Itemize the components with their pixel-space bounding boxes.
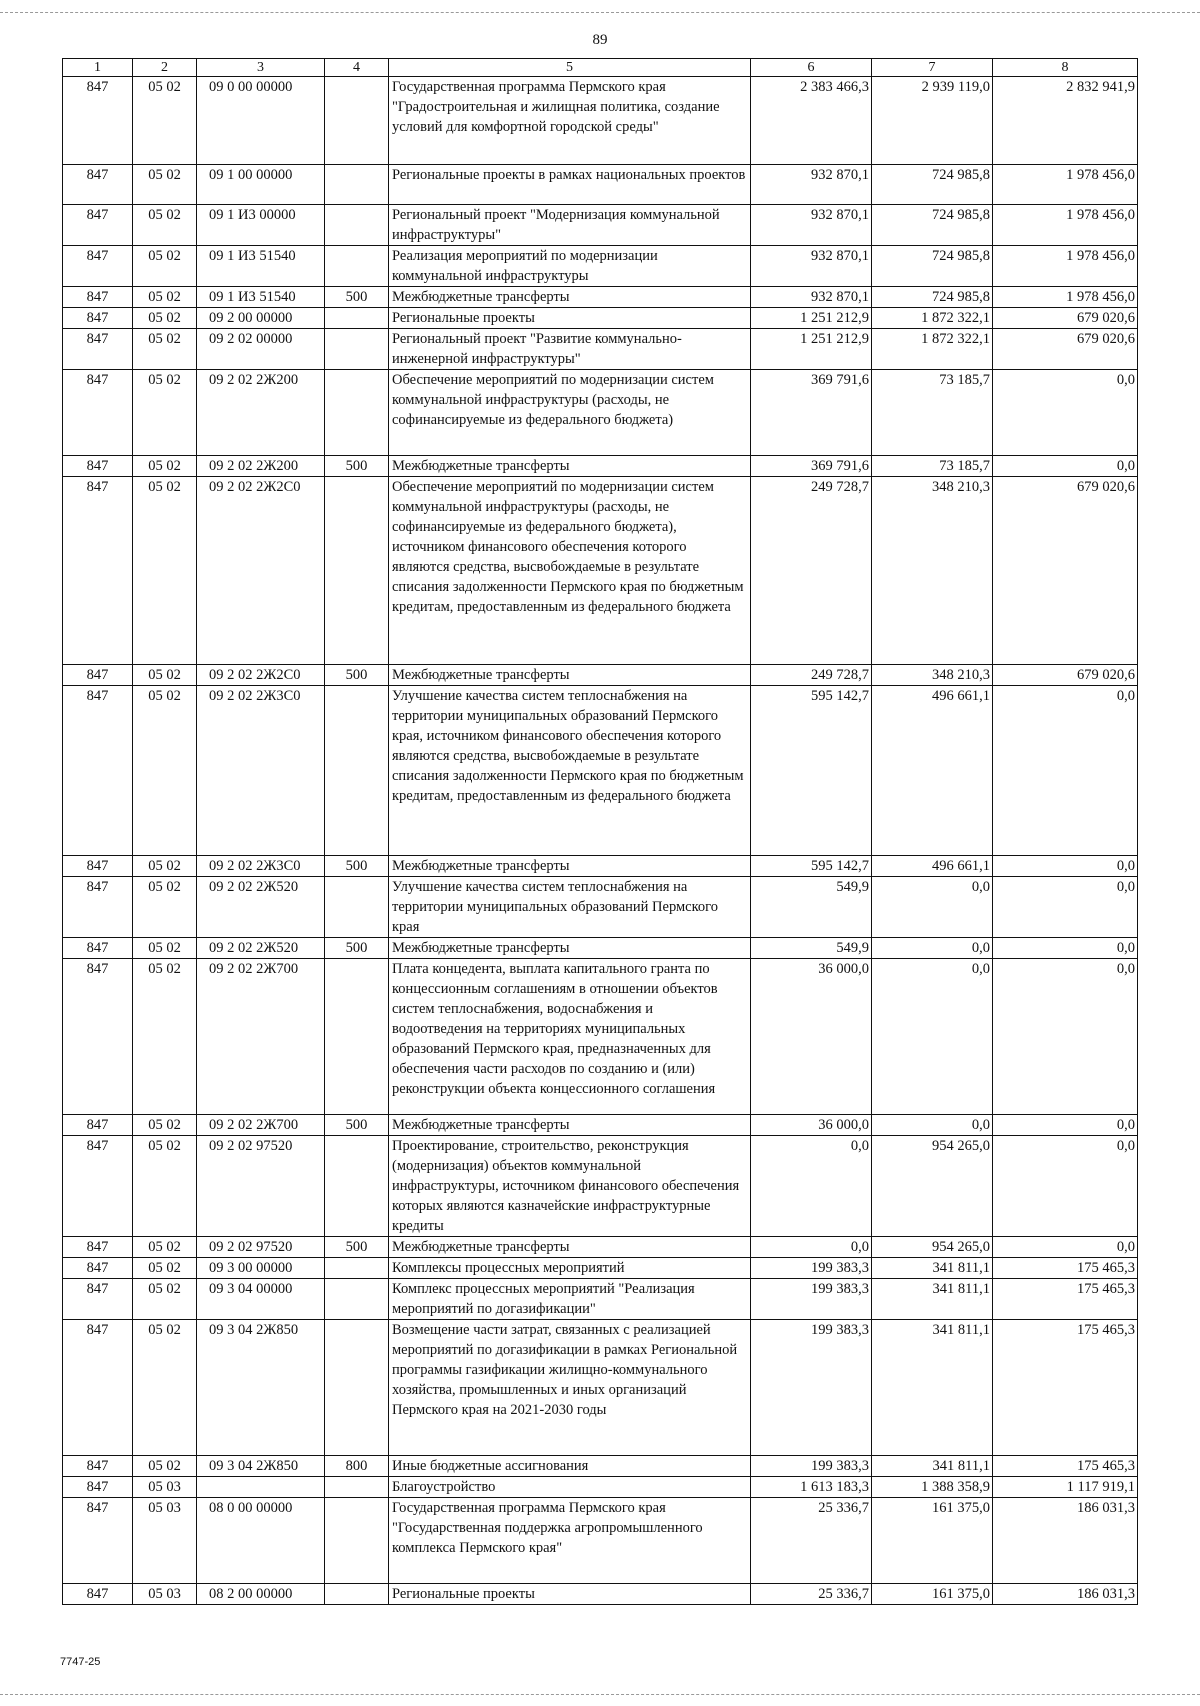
budget-table-body — [63, 59, 1138, 1605]
item-name: Реализация мероприятий по модернизации коммунальной инфраструктуры — [389, 246, 751, 287]
section-code: 05 02 — [133, 1237, 197, 1258]
expense-type-code — [325, 877, 389, 938]
table-row — [63, 938, 1138, 959]
target-article-code: 09 2 02 2Ж3С0 — [197, 856, 325, 877]
target-article-code: 09 2 02 2Ж700 — [197, 959, 325, 1115]
item-name: Обеспечение мероприятий по модернизации систем коммунальной инфраструктуры (расходы, не софинансируемые из федерального бюджета) — [389, 370, 751, 456]
amount-col-7: 724 985,8 — [872, 246, 993, 287]
amount-col-8: 0,0 — [993, 938, 1138, 959]
section-code: 05 02 — [133, 1115, 197, 1136]
amount-col-6: 36 000,0 — [751, 1115, 872, 1136]
amount-col-7: 341 811,1 — [872, 1320, 993, 1456]
target-article-code: 08 2 00 00000 — [197, 1584, 325, 1605]
amount-col-6: 25 336,7 — [751, 1498, 872, 1584]
item-name: Региональный проект "Модернизация коммунальной инфраструктуры" — [389, 205, 751, 246]
scan-edge-bottom — [0, 1694, 1200, 1695]
item-name: Межбюджетные трансферты — [389, 665, 751, 686]
expense-type-code — [325, 959, 389, 1115]
amount-col-6: 549,9 — [751, 938, 872, 959]
ministry-code: 847 — [63, 165, 133, 205]
section-code: 05 02 — [133, 77, 197, 165]
target-article-code: 09 2 02 2Ж200 — [197, 370, 325, 456]
table-header-row — [63, 59, 1138, 77]
amount-col-7: 954 265,0 — [872, 1136, 993, 1237]
ministry-code: 847 — [63, 1477, 133, 1498]
target-article-code: 09 2 02 2Ж2С0 — [197, 665, 325, 686]
ministry-code: 847 — [63, 959, 133, 1115]
item-name: Региональный проект "Развитие коммунально-инженерной инфраструктуры" — [389, 329, 751, 370]
expense-type-code — [325, 77, 389, 165]
amount-col-8: 0,0 — [993, 1136, 1138, 1237]
ministry-code: 847 — [63, 1584, 133, 1605]
target-article-code: 09 3 04 00000 — [197, 1279, 325, 1320]
amount-col-8: 2 832 941,9 — [993, 77, 1138, 165]
amount-col-7: 348 210,3 — [872, 665, 993, 686]
ministry-code: 847 — [63, 1320, 133, 1456]
column-header: 3 — [197, 59, 325, 77]
target-article-code: 09 2 02 2Ж2С0 — [197, 477, 325, 665]
amount-col-8: 1 978 456,0 — [993, 287, 1138, 308]
amount-col-8: 0,0 — [993, 959, 1138, 1115]
amount-col-7: 341 811,1 — [872, 1258, 993, 1279]
amount-col-7: 1 388 358,9 — [872, 1477, 993, 1498]
section-code: 05 02 — [133, 1456, 197, 1477]
expense-type-code — [325, 1477, 389, 1498]
amount-col-7: 161 375,0 — [872, 1584, 993, 1605]
ministry-code: 847 — [63, 1498, 133, 1584]
section-code: 05 02 — [133, 1136, 197, 1237]
section-code: 05 02 — [133, 1320, 197, 1456]
amount-col-8: 0,0 — [993, 877, 1138, 938]
ministry-code: 847 — [63, 246, 133, 287]
item-name: Улучшение качества систем теплоснабжения на территории муниципальных образований Пермского края, источником финансового обеспечения которого являются средства, высвобождаемые в результате списания задолженности Пермского края по бюджетным кредитам, предоставленным из федерального бюджета — [389, 686, 751, 856]
ministry-code: 847 — [63, 686, 133, 856]
amount-col-6: 932 870,1 — [751, 165, 872, 205]
expense-type-code — [325, 1258, 389, 1279]
expense-type-code — [325, 165, 389, 205]
amount-col-7: 1 872 322,1 — [872, 329, 993, 370]
amount-col-6: 549,9 — [751, 877, 872, 938]
amount-col-8: 1 978 456,0 — [993, 246, 1138, 287]
expense-type-code: 500 — [325, 938, 389, 959]
expense-type-code — [325, 1320, 389, 1456]
target-article-code: 09 1 И3 00000 — [197, 205, 325, 246]
ministry-code: 847 — [63, 938, 133, 959]
amount-col-7: 0,0 — [872, 1115, 993, 1136]
item-name: Государственная программа Пермского края "Государственная поддержка агропромышленного комплекса Пермского края" — [389, 1498, 751, 1584]
ministry-code: 847 — [63, 1136, 133, 1237]
table-row — [63, 1456, 1138, 1477]
table-row — [63, 665, 1138, 686]
target-article-code: 09 2 02 97520 — [197, 1136, 325, 1237]
item-name: Комплекс процессных мероприятий "Реализация мероприятий по догазификации" — [389, 1279, 751, 1320]
ministry-code: 847 — [63, 370, 133, 456]
target-article-code: 09 1 И3 51540 — [197, 287, 325, 308]
amount-col-7: 954 265,0 — [872, 1237, 993, 1258]
section-code: 05 02 — [133, 1258, 197, 1279]
target-article-code: 09 2 00 00000 — [197, 308, 325, 329]
table-row — [63, 246, 1138, 287]
amount-col-8: 186 031,3 — [993, 1584, 1138, 1605]
item-name: Межбюджетные трансферты — [389, 456, 751, 477]
column-header: 1 — [63, 59, 133, 77]
expense-type-code — [325, 370, 389, 456]
amount-col-8: 679 020,6 — [993, 329, 1138, 370]
amount-col-6: 369 791,6 — [751, 370, 872, 456]
section-code: 05 02 — [133, 477, 197, 665]
expense-type-code: 500 — [325, 1115, 389, 1136]
ministry-code: 847 — [63, 1456, 133, 1477]
column-header: 2 — [133, 59, 197, 77]
amount-col-7: 496 661,1 — [872, 686, 993, 856]
expense-type-code — [325, 1498, 389, 1584]
table-row — [63, 456, 1138, 477]
item-name: Региональные проекты — [389, 308, 751, 329]
expense-type-code: 500 — [325, 456, 389, 477]
column-header: 8 — [993, 59, 1138, 77]
section-code: 05 02 — [133, 938, 197, 959]
amount-col-7: 0,0 — [872, 877, 993, 938]
expense-type-code — [325, 308, 389, 329]
table-row — [63, 1258, 1138, 1279]
target-article-code: 09 2 02 00000 — [197, 329, 325, 370]
table-row — [63, 370, 1138, 456]
section-code: 05 02 — [133, 308, 197, 329]
table-row — [63, 205, 1138, 246]
target-article-code: 09 2 02 97520 — [197, 1237, 325, 1258]
section-code: 05 03 — [133, 1477, 197, 1498]
section-code: 05 02 — [133, 165, 197, 205]
amount-col-6: 1 251 212,9 — [751, 308, 872, 329]
amount-col-6: 932 870,1 — [751, 205, 872, 246]
item-name: Государственная программа Пермского края "Градостроительная и жилищная политика, создание условий для комфортной городской среды" — [389, 77, 751, 165]
target-article-code: 09 3 00 00000 — [197, 1258, 325, 1279]
amount-col-8: 175 465,3 — [993, 1320, 1138, 1456]
amount-col-6: 25 336,7 — [751, 1584, 872, 1605]
page-number: 89 — [592, 32, 608, 48]
ministry-code: 847 — [63, 329, 133, 370]
amount-col-6: 199 383,3 — [751, 1320, 872, 1456]
item-name: Межбюджетные трансферты — [389, 856, 751, 877]
scan-edge-top — [0, 12, 1200, 13]
amount-col-7: 341 811,1 — [872, 1279, 993, 1320]
column-header: 4 — [325, 59, 389, 77]
target-article-code: 08 0 00 00000 — [197, 1498, 325, 1584]
expense-type-code: 500 — [325, 856, 389, 877]
ministry-code: 847 — [63, 877, 133, 938]
amount-col-7: 0,0 — [872, 938, 993, 959]
target-article-code: 09 1 И3 51540 — [197, 246, 325, 287]
target-article-code: 09 2 02 2Ж520 — [197, 877, 325, 938]
amount-col-6: 1 251 212,9 — [751, 329, 872, 370]
amount-col-7: 724 985,8 — [872, 287, 993, 308]
ministry-code: 847 — [63, 1279, 133, 1320]
amount-col-6: 932 870,1 — [751, 246, 872, 287]
ministry-code: 847 — [63, 856, 133, 877]
section-code: 05 02 — [133, 959, 197, 1115]
amount-col-8: 0,0 — [993, 856, 1138, 877]
table-row — [63, 477, 1138, 665]
item-name: Обеспечение мероприятий по модернизации систем коммунальной инфраструктуры (расходы, не софинансируемые из федерального бюджета), источником финансового обеспечения которого являются средства, высвобождаемые в результате списания задолженности Пермского края по бюджетным кредитам, предоставленным из федерального бюджета — [389, 477, 751, 665]
table-row — [63, 1136, 1138, 1237]
amount-col-7: 0,0 — [872, 959, 993, 1115]
item-name: Иные бюджетные ассигнования — [389, 1456, 751, 1477]
table-row — [63, 1477, 1138, 1498]
amount-col-8: 0,0 — [993, 456, 1138, 477]
section-code: 05 02 — [133, 329, 197, 370]
ministry-code: 847 — [63, 77, 133, 165]
section-code: 05 02 — [133, 246, 197, 287]
expense-type-code — [325, 686, 389, 856]
table-row — [63, 877, 1138, 938]
item-name: Благоустройство — [389, 1477, 751, 1498]
amount-col-8: 186 031,3 — [993, 1498, 1138, 1584]
item-name: Региональные проекты в рамках национальных проектов — [389, 165, 751, 205]
amount-col-6: 36 000,0 — [751, 959, 872, 1115]
item-name: Межбюджетные трансферты — [389, 287, 751, 308]
column-header: 5 — [389, 59, 751, 77]
amount-col-7: 1 872 322,1 — [872, 308, 993, 329]
amount-col-7: 724 985,8 — [872, 165, 993, 205]
target-article-code: 09 2 02 2Ж3С0 — [197, 686, 325, 856]
amount-col-7: 348 210,3 — [872, 477, 993, 665]
budget-table — [62, 58, 1138, 1605]
section-code: 05 02 — [133, 456, 197, 477]
target-article-code: 09 2 02 2Ж700 — [197, 1115, 325, 1136]
amount-col-8: 679 020,6 — [993, 477, 1138, 665]
amount-col-6: 0,0 — [751, 1136, 872, 1237]
amount-col-6: 932 870,1 — [751, 287, 872, 308]
target-article-code — [197, 1477, 325, 1498]
amount-col-8: 175 465,3 — [993, 1258, 1138, 1279]
target-article-code: 09 2 02 2Ж200 — [197, 456, 325, 477]
section-code: 05 02 — [133, 287, 197, 308]
ministry-code: 847 — [63, 1237, 133, 1258]
amount-col-6: 369 791,6 — [751, 456, 872, 477]
expense-type-code — [325, 1584, 389, 1605]
table-row — [63, 329, 1138, 370]
expense-type-code: 500 — [325, 1237, 389, 1258]
expense-type-code: 800 — [325, 1456, 389, 1477]
amount-col-7: 496 661,1 — [872, 856, 993, 877]
amount-col-6: 199 383,3 — [751, 1456, 872, 1477]
ministry-code: 847 — [63, 1258, 133, 1279]
amount-col-7: 2 939 119,0 — [872, 77, 993, 165]
item-name: Проектирование, строительство, реконструкция (модернизация) объектов коммунальной инфраструктуры, источником финансового обеспечения которых являются казначейские инфраструктурные кредиты — [389, 1136, 751, 1237]
amount-col-6: 199 383,3 — [751, 1258, 872, 1279]
section-code: 05 02 — [133, 686, 197, 856]
amount-col-6: 249 728,7 — [751, 477, 872, 665]
expense-type-code: 500 — [325, 665, 389, 686]
amount-col-8: 1 117 919,1 — [993, 1477, 1138, 1498]
section-code: 05 02 — [133, 205, 197, 246]
expense-type-code: 500 — [325, 287, 389, 308]
expense-type-code — [325, 246, 389, 287]
amount-col-7: 73 185,7 — [872, 370, 993, 456]
amount-col-6: 0,0 — [751, 1237, 872, 1258]
amount-col-7: 161 375,0 — [872, 1498, 993, 1584]
amount-col-7: 341 811,1 — [872, 1456, 993, 1477]
table-row — [63, 1115, 1138, 1136]
table-row — [63, 1498, 1138, 1584]
table-row — [63, 287, 1138, 308]
amount-col-6: 2 383 466,3 — [751, 77, 872, 165]
item-name: Плата концедента, выплата капитального гранта по концессионным соглашениям в отношении объектов систем теплоснабжения, водоснабжения и водоотведения на территориях муниципальных образований Пермского края, предназначенных для обеспечения части расходов по созданию и (или) реконструкции объекта концессионного соглашения — [389, 959, 751, 1115]
target-article-code: 09 0 00 00000 — [197, 77, 325, 165]
amount-col-7: 724 985,8 — [872, 205, 993, 246]
amount-col-6: 199 383,3 — [751, 1279, 872, 1320]
table-row — [63, 165, 1138, 205]
target-article-code: 09 3 04 2Ж850 — [197, 1456, 325, 1477]
target-article-code: 09 3 04 2Ж850 — [197, 1320, 325, 1456]
table-row — [63, 1279, 1138, 1320]
ministry-code: 847 — [63, 1115, 133, 1136]
target-article-code: 09 1 00 00000 — [197, 165, 325, 205]
amount-col-6: 249 728,7 — [751, 665, 872, 686]
target-article-code: 09 2 02 2Ж520 — [197, 938, 325, 959]
item-name: Комплексы процессных мероприятий — [389, 1258, 751, 1279]
amount-col-8: 0,0 — [993, 1115, 1138, 1136]
section-code: 05 02 — [133, 370, 197, 456]
table-row — [63, 959, 1138, 1115]
item-name: Возмещение части затрат, связанных с реализацией мероприятий по догазификации в рамках Региональной программы газификации жилищно-коммунального хозяйства, промышленных и иных организаций Пермского края на 2021-2030 годы — [389, 1320, 751, 1456]
table-row — [63, 308, 1138, 329]
amount-col-6: 595 142,7 — [751, 686, 872, 856]
expense-type-code — [325, 329, 389, 370]
section-code: 05 02 — [133, 877, 197, 938]
ministry-code: 847 — [63, 456, 133, 477]
amount-col-6: 1 613 183,3 — [751, 1477, 872, 1498]
amount-col-7: 73 185,7 — [872, 456, 993, 477]
column-header: 7 — [872, 59, 993, 77]
item-name: Региональные проекты — [389, 1584, 751, 1605]
amount-col-8: 1 978 456,0 — [993, 165, 1138, 205]
amount-col-8: 1 978 456,0 — [993, 205, 1138, 246]
item-name: Межбюджетные трансферты — [389, 938, 751, 959]
ministry-code: 847 — [63, 665, 133, 686]
amount-col-6: 595 142,7 — [751, 856, 872, 877]
ministry-code: 847 — [63, 205, 133, 246]
ministry-code: 847 — [63, 287, 133, 308]
item-name: Межбюджетные трансферты — [389, 1115, 751, 1136]
table-row — [63, 77, 1138, 165]
amount-col-8: 679 020,6 — [993, 308, 1138, 329]
expense-type-code — [325, 205, 389, 246]
ministry-code: 847 — [63, 308, 133, 329]
item-name: Межбюджетные трансферты — [389, 1237, 751, 1258]
amount-col-8: 0,0 — [993, 1237, 1138, 1258]
section-code: 05 02 — [133, 856, 197, 877]
table-row — [63, 1584, 1138, 1605]
table-row — [63, 686, 1138, 856]
section-code: 05 02 — [133, 1279, 197, 1320]
column-header: 6 — [751, 59, 872, 77]
ministry-code: 847 — [63, 477, 133, 665]
item-name: Улучшение качества систем теплоснабжения на территории муниципальных образований Пермского края — [389, 877, 751, 938]
expense-type-code — [325, 1279, 389, 1320]
expense-type-code — [325, 477, 389, 665]
section-code: 05 02 — [133, 665, 197, 686]
section-code: 05 03 — [133, 1498, 197, 1584]
amount-col-8: 0,0 — [993, 370, 1138, 456]
table-row — [63, 1237, 1138, 1258]
document-code: 7747-25 — [60, 1656, 101, 1668]
table-row — [63, 856, 1138, 877]
amount-col-8: 175 465,3 — [993, 1279, 1138, 1320]
amount-col-8: 175 465,3 — [993, 1456, 1138, 1477]
amount-col-8: 679 020,6 — [993, 665, 1138, 686]
amount-col-8: 0,0 — [993, 686, 1138, 856]
table-row — [63, 1320, 1138, 1456]
section-code: 05 03 — [133, 1584, 197, 1605]
expense-type-code — [325, 1136, 389, 1237]
